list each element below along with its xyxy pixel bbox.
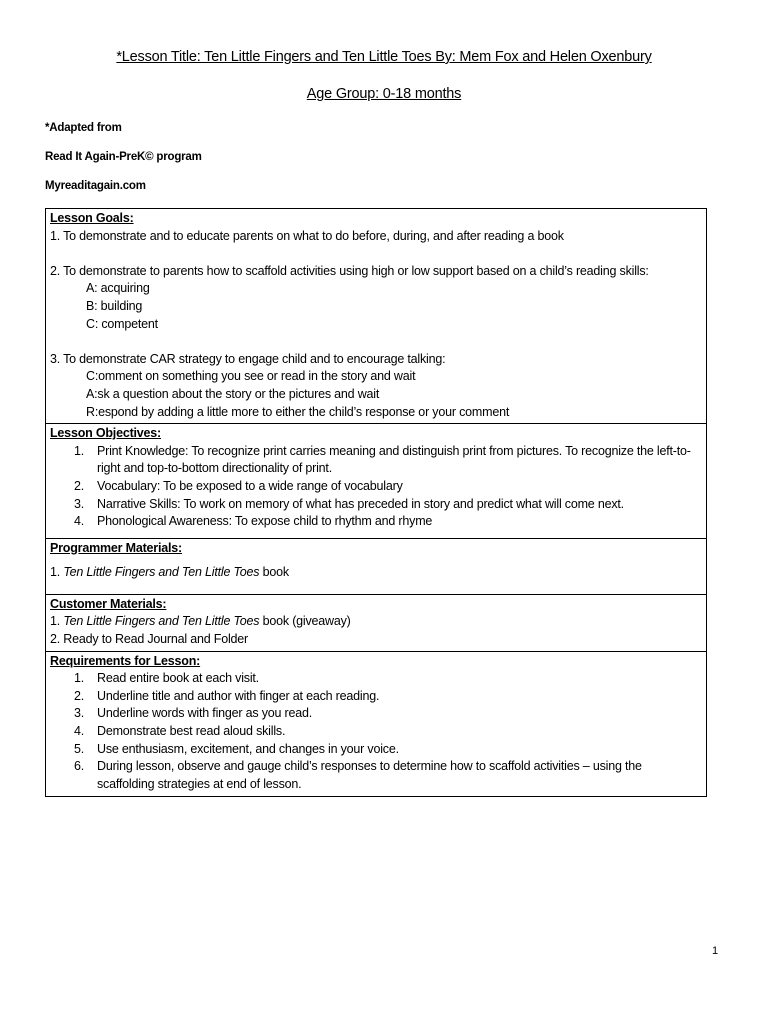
- requirements-cell: [46, 651, 707, 797]
- list-text: Underline words with finger as you read.: [97, 706, 313, 721]
- customer-material-1: [50, 613, 702, 631]
- page-number: 1: [712, 945, 719, 957]
- list-number: 5.: [74, 741, 85, 756]
- list-text: Underline title and author with finger at each reading.: [97, 688, 380, 703]
- list-text: Demonstrate best read aloud skills.: [97, 724, 286, 739]
- goal-3: 3. To demonstrate CAR strategy to engage child and to encourage talking:: [50, 351, 446, 366]
- requirements-heading: Requirements for Lesson:: [50, 653, 201, 668]
- customer-materials-heading: Customer Materials:: [50, 596, 167, 611]
- objectives-cell: [46, 424, 707, 539]
- list-text: Use enthusiasm, excitement, and changes in your voice.: [97, 741, 399, 756]
- customer-material-2: 2. Ready to Read Journal and Folder: [50, 632, 248, 647]
- list-number: 1.: [50, 614, 61, 629]
- programmer-materials-heading: Programmer Materials:: [50, 540, 182, 555]
- list-item: [50, 513, 702, 531]
- goal-2: 2. To demonstrate to parents how to scaffold activities using high or low support based on a child’s reading skills:: [50, 263, 649, 278]
- list-number: 2.: [74, 478, 85, 493]
- goal-2-item: C: competent: [86, 316, 158, 331]
- objectives-row: [46, 424, 707, 539]
- list-item: [50, 741, 702, 759]
- program-name: Read It Again-PreK© program: [45, 151, 202, 163]
- website: Myreaditagain.com: [45, 180, 146, 192]
- list-text: During lesson, observe and gauge child’s responses to determine how to scaffold activities – using the scaffolding strategies at end of lesson.: [97, 759, 642, 791]
- goal-1: 1. To demonstrate and to educate parents on what to do before, during, and after reading a book: [50, 228, 564, 243]
- list-number: 2.: [74, 688, 85, 703]
- list-item: [50, 723, 702, 741]
- requirements-list: [50, 670, 702, 793]
- customer-materials-row: [46, 594, 707, 651]
- goal-3-item: R:espond by adding a little more to either the child’s response or your comment: [86, 404, 510, 419]
- programmer-material-1: [50, 564, 702, 582]
- list-item: [50, 705, 702, 723]
- spacer: [50, 245, 702, 263]
- lesson-title: *Lesson Title: Ten Little Fingers and Ten Little Toes By: Mem Fox and Helen Oxenbury: [116, 49, 652, 65]
- list-text: Phonological Awareness: To expose child to rhythm and rhyme: [97, 514, 433, 529]
- age-group: Age Group: 0-18 months: [306, 86, 462, 102]
- list-text: Read entire book at each visit.: [97, 671, 259, 686]
- book-title: Ten Little Fingers and Ten Little Toes: [63, 565, 260, 580]
- goals-heading: Lesson Goals:: [50, 211, 134, 225]
- list-number: 3.: [74, 706, 85, 721]
- programmer-materials-row: [46, 538, 707, 594]
- list-number: 3.: [74, 496, 85, 511]
- objectives-heading: Lesson Objectives:: [50, 426, 162, 441]
- list-item: [50, 670, 702, 688]
- list-number: 4.: [74, 514, 85, 529]
- goal-2-item: A: acquiring: [86, 281, 150, 296]
- adapted-from: *Adapted from: [45, 122, 122, 134]
- customer-materials-cell: [46, 594, 707, 651]
- list-text: Print Knowledge: To recognize print carries meaning and distinguish print from pictures. To recognize the left-to-right and top-to-bottom directionality of print.: [97, 443, 691, 476]
- list-number: 1.: [74, 443, 85, 458]
- list-number: 6.: [74, 759, 85, 774]
- list-item: [50, 496, 702, 514]
- programmer-materials-cell: [46, 538, 707, 594]
- list-text: book (giveaway): [262, 614, 351, 629]
- goal-2-item: B: building: [86, 298, 143, 313]
- list-number: 1.: [50, 565, 61, 580]
- goals-row: [46, 209, 707, 424]
- list-text: book: [262, 565, 289, 580]
- list-number: 4.: [74, 724, 85, 739]
- spacer: [50, 557, 702, 564]
- list-text: Narrative Skills: To work on memory of what has preceded in story and predict what will come next.: [97, 496, 624, 511]
- goals-cell: [46, 209, 707, 424]
- list-item: [50, 478, 702, 496]
- objectives-list: [50, 443, 702, 531]
- requirements-row: [46, 651, 707, 797]
- list-number: 1.: [74, 671, 85, 686]
- goal-3-item: C:omment on something you see or read in the story and wait: [86, 369, 416, 384]
- lesson-table: [45, 208, 707, 797]
- list-item: [50, 443, 702, 478]
- goal-3-item: A:sk a question about the story or the pictures and wait: [86, 386, 380, 401]
- book-title: Ten Little Fingers and Ten Little Toes: [63, 614, 260, 629]
- list-item: [50, 688, 702, 706]
- list-text: Vocabulary: To be exposed to a wide range of vocabulary: [97, 478, 403, 493]
- list-item: [50, 758, 702, 793]
- spacer: [50, 333, 702, 351]
